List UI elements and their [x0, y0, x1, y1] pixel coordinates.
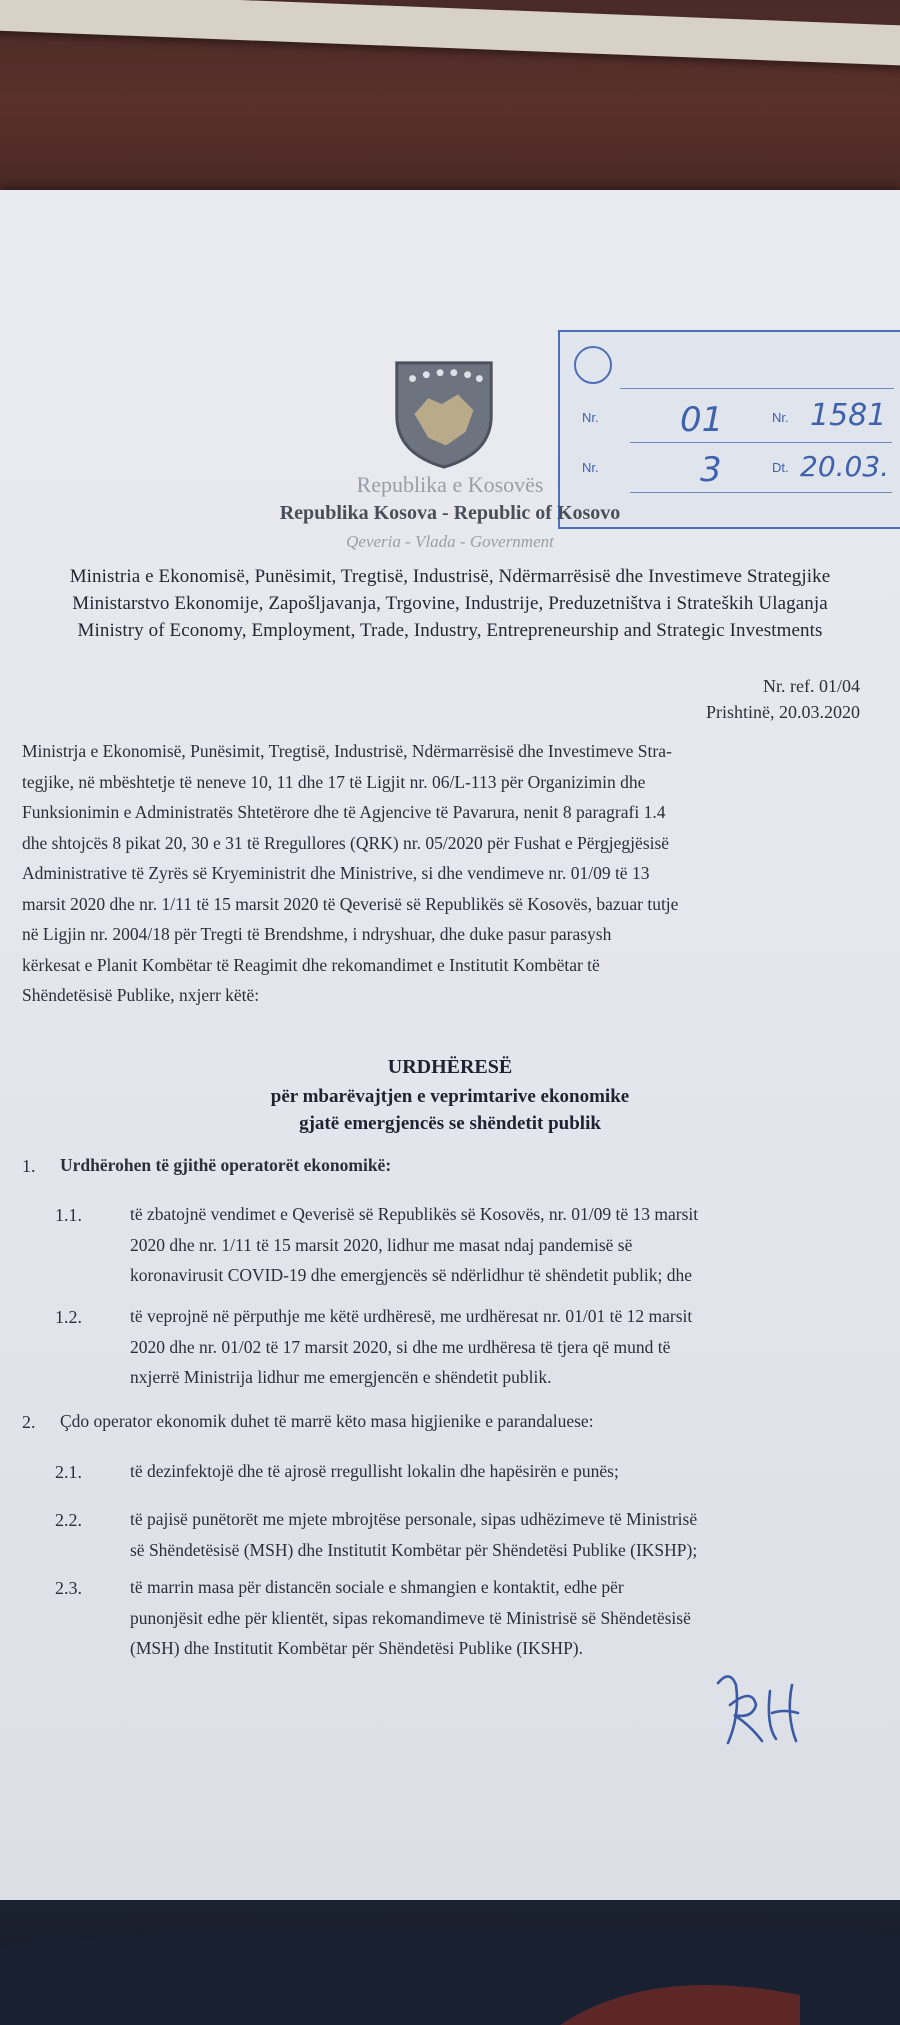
item-line: të dezinfektojë dhe të ajrosë rregullisht lokalin dhe hapësirën e punës; — [130, 1461, 619, 1481]
preamble-line: Shëndetësisë Publike, nxjerr këtë: — [22, 985, 260, 1005]
order-subtitle: gjatë emergjencës se shëndetit publik — [299, 1113, 601, 1134]
place-date: Prishtinë, 20.03.2020 — [705, 702, 860, 722]
item-line: 2020 dhe nr. 1/11 të 15 marsit 2020, lidhur me masat ndaj pandemisë së — [130, 1234, 633, 1255]
item-text — [130, 1199, 872, 1291]
stamp-crest-icon — [574, 346, 612, 384]
ministry-name-albanian: Ministria e Ekonomisë, Punësimit, Tregtisë, Industrisë, Ndërmarrësisë dhe Investimeve Strategjike — [69, 566, 831, 587]
reference-number: Nr. ref. 01/04 — [763, 676, 860, 696]
kosovo-coat-of-arms-icon — [385, 355, 503, 473]
item-number: 2.1. — [55, 1462, 82, 1482]
stamp-divider — [630, 442, 892, 443]
stamp-protocol-number: 1581 — [810, 398, 887, 433]
ministry-name-english: Ministry of Economy, Employment, Trade, Industry, Entrepreneurship and Strategic Investments — [77, 620, 823, 641]
handwritten-initials-icon — [700, 1665, 820, 1760]
stamp-date: 20.03. — [800, 450, 890, 483]
item-line: të pajisë punëtorët me mjete mbrojtëse personale, sipas udhëzimeve të Ministrisë — [130, 1509, 698, 1529]
item-line: të zbatojnë vendimet e Qeverisë së Republikës së Kosovës, nr. 01/09 të 13 marsit — [130, 1204, 699, 1224]
header-government: Qeveria - Vlada - Government — [346, 532, 554, 551]
preamble-line: kërkesat e Planit Kombëtar të Reagimit dhe rekomandimet e Institutit Kombëtar të — [22, 954, 600, 975]
header-republic-trilingual: Republika Kosova - Republic of Kosovo — [279, 502, 621, 524]
stamp-number: 01 — [680, 400, 724, 440]
registry-stamp — [558, 330, 900, 529]
item-text: Urdhërohen të gjithë operatorët ekonomikë: — [60, 1155, 392, 1175]
item-text — [130, 1572, 872, 1664]
item-line: punonjësit edhe për klientët, sipas rekomandimeve të Ministrisë së Shëndetësisë — [130, 1607, 691, 1628]
item-line: koronavirusit COVID-19 dhe emergjencës së ndërlidhur të shëndetit publik; dhe — [130, 1265, 692, 1285]
preamble-paragraph — [22, 736, 874, 1011]
item-line: të veprojnë në përputhje me këtë urdhëresë, me urdhëresat nr. 01/01 të 12 marsit — [130, 1306, 693, 1326]
item-line: nxjerrë Ministrija lidhur me emergjencën e shëndetit publik. — [130, 1367, 552, 1387]
order-title: URDHËRESË — [387, 1056, 513, 1078]
stamp-label: Dt. — [772, 460, 789, 475]
stamp-header — [620, 340, 894, 389]
order-subtitle: për mbarëvajtjen e veprimtarive ekonomike — [270, 1086, 630, 1107]
preamble-line: Funksionimin e Administratës Shtetërore dhe të Agjencive të Pavarura, nenit 8 paragrafi 1.4 — [22, 802, 666, 822]
item-text: Çdo operator ekonomik duhet të marrë këto masa higjienike e parandaluese: — [60, 1411, 594, 1431]
item-line: 2020 dhe nr. 01/02 të 17 marsit 2020, si dhe me urdhëresa të tjera që mund të — [130, 1336, 671, 1357]
stamp-label: Nr. — [582, 410, 599, 425]
item-number: 1.2. — [55, 1307, 82, 1327]
header-republic: Republika e Kosovës — [356, 472, 544, 497]
item-number: 1.1. — [55, 1205, 82, 1225]
preamble-line: Administrative të Zyrës së Kryeministrit dhe Ministrive, si dhe vendimeve nr. 01/09 të 13 — [22, 863, 650, 883]
stamp-label: Nr. — [772, 410, 789, 425]
stamp-attachments: 3 — [700, 450, 722, 490]
item-line: së Shëndetësisë (MSH) dhe Institutit Kombëtar për Shëndetësi Publike (IKSHP); — [130, 1539, 698, 1560]
item-line: (MSH) dhe Institutit Kombëtar për Shëndetësi Publike (IKSHP). — [130, 1638, 584, 1658]
item-text — [130, 1456, 872, 1487]
item-number: 2. — [22, 1412, 36, 1432]
stamp-label: Nr. — [582, 460, 599, 475]
item-number: 2.2. — [55, 1510, 82, 1530]
item-text — [130, 1301, 872, 1393]
preamble-line: në Ligjin nr. 2004/18 për Tregti të Brendshme, i ndryshuar, dhe duke pasur parasysh — [22, 924, 612, 944]
table-edge — [0, 1905, 900, 2025]
preamble-line: tegjike, në mbështetje të neneve 10, 11 dhe 17 të Ligjit nr. 06/L-113 për Organizimin dhe — [22, 771, 646, 792]
item-text — [130, 1504, 872, 1565]
item-number: 1. — [22, 1156, 36, 1176]
preamble-line: Ministrja e Ekonomisë, Punësimit, Tregtisë, Industrisë, Ndërmarrësisë dhe Investimeve Stra- — [22, 741, 672, 761]
item-line: të marrin masa për distancën sociale e shmangien e kontaktit, edhe për — [130, 1577, 624, 1597]
ministry-name-serbian: Ministarstvo Ekonomije, Zapošljavanja, Trgovine, Industrije, Preduzetništva i Strateških Ulaganja — [72, 593, 828, 614]
preamble-line: dhe shtojcës 8 pikat 20, 30 e 31 të Rregullores (QRK) nr. 05/2020 për Fushat e Përgjegjësisë — [22, 832, 670, 853]
preamble-line: marsit 2020 dhe nr. 1/11 të 15 marsit 2020 të Qeverisë së Republikës së Kosovës, bazuar tutje — [22, 893, 679, 914]
item-number: 2.3. — [55, 1578, 82, 1598]
